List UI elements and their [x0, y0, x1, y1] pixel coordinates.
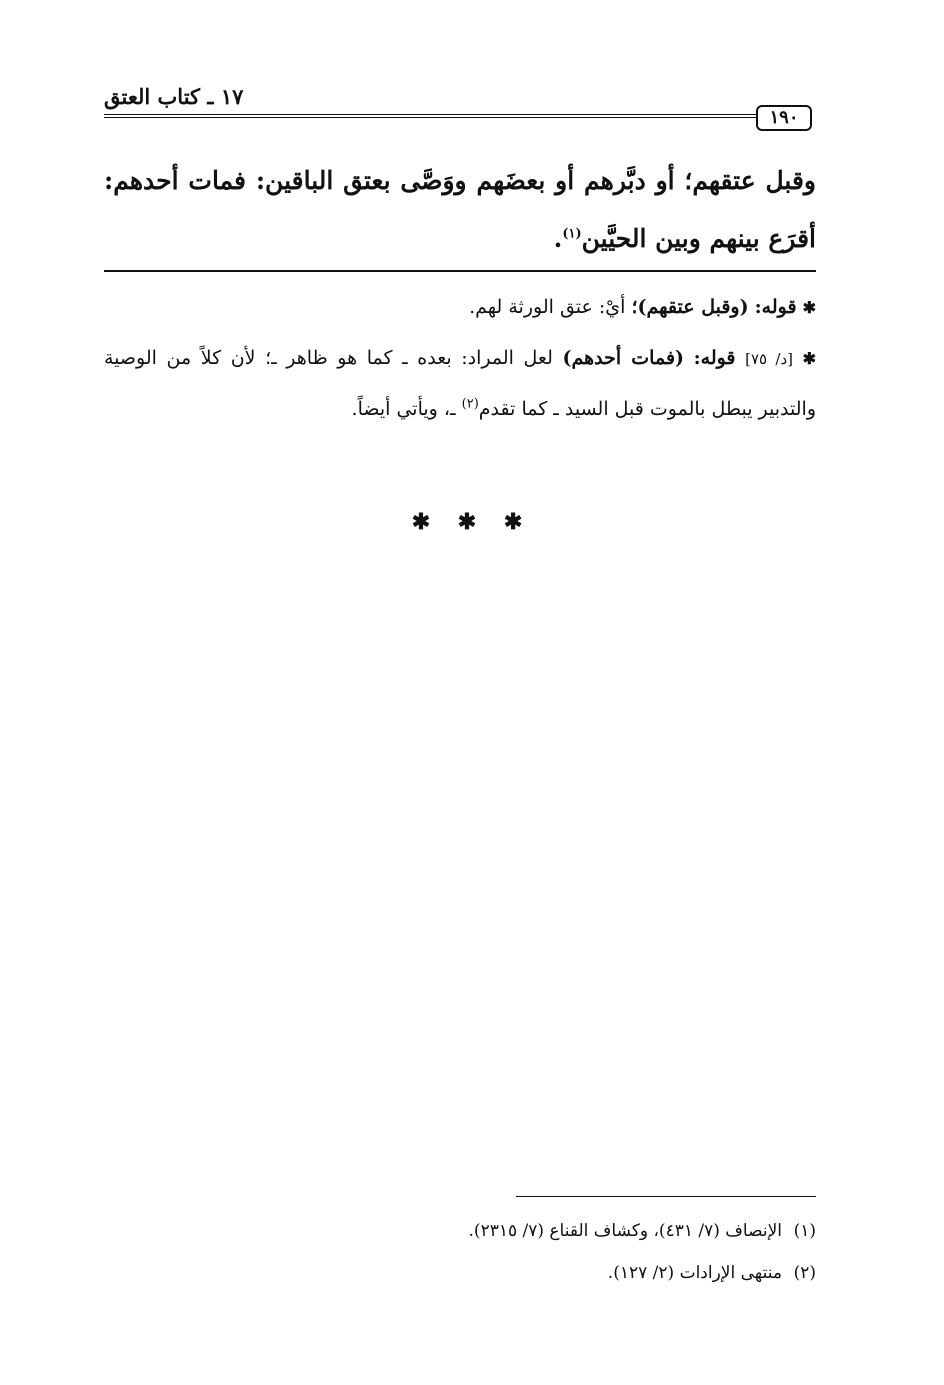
commentary-1-text: أيْ: عتق الورثة لهم. [469, 296, 626, 318]
footnote-1 [104, 1210, 816, 1252]
main-text-line-2-end: . [553, 224, 563, 253]
footnotes [104, 1210, 816, 1294]
footnote-1-number: (١) [793, 1221, 816, 1241]
footnote-2-number: (٢) [793, 1263, 816, 1283]
commentary-2-quote: (فمات أحدهم) [562, 347, 685, 369]
chapter-title: ١٧ ـ كتاب العتق [104, 84, 244, 109]
commentary-2-text-a: لعل المراد: بعده ـ كما هو ظاهر ـ؛ لأن كلاً من الوصية والتدبير يبطل بالموت قبل السيد ـ كما تقدم [104, 347, 816, 420]
commentary-paragraph-1 [104, 282, 816, 333]
footnote-2-text: منتهى الإرادات (٢/ ١٢٧). [607, 1263, 782, 1283]
footnote-rule [516, 1196, 816, 1197]
manuscript-ref: [د/ ٧٥] [745, 350, 793, 368]
section-separator: ✱ ✱ ✱ [411, 509, 533, 535]
footnote-1-text: الإنصاف (٧/ ٤٣١)، وكشاف القناع (٧/ ٢٣١٥). [468, 1221, 782, 1241]
star-icon: ✱ [802, 298, 816, 317]
page-number: ١٩٠ [756, 105, 812, 131]
star-icon: ✱ [802, 349, 816, 368]
commentary-1-quote: (وقبل عتقهم)؛ [631, 296, 749, 318]
main-text [104, 152, 816, 268]
footnote-ref-1[interactable]: (١) [562, 226, 582, 242]
main-text-line-1: وقبل عتقهم؛ أو دبَّرهم أو بعضَهم ووَصَّى بعتق الباقين: فمات أحدهم: [104, 166, 816, 195]
commentary-paragraph-2 [104, 333, 816, 434]
footnote-ref-2[interactable]: (٢) [461, 396, 479, 412]
commentary-2-label: قوله: [693, 347, 736, 369]
main-text-line-2 [104, 210, 816, 268]
main-rule [104, 270, 816, 272]
main-text-line-2-body: أقرَع بينهم وبين الحيَّين [581, 224, 816, 253]
header-rule [104, 114, 756, 118]
commentary-2-text-b: ـ، ويأتي أيضاً. [351, 398, 456, 420]
commentary-1-label: قوله: [754, 296, 797, 318]
footnote-2 [104, 1252, 816, 1294]
commentary [104, 282, 816, 434]
